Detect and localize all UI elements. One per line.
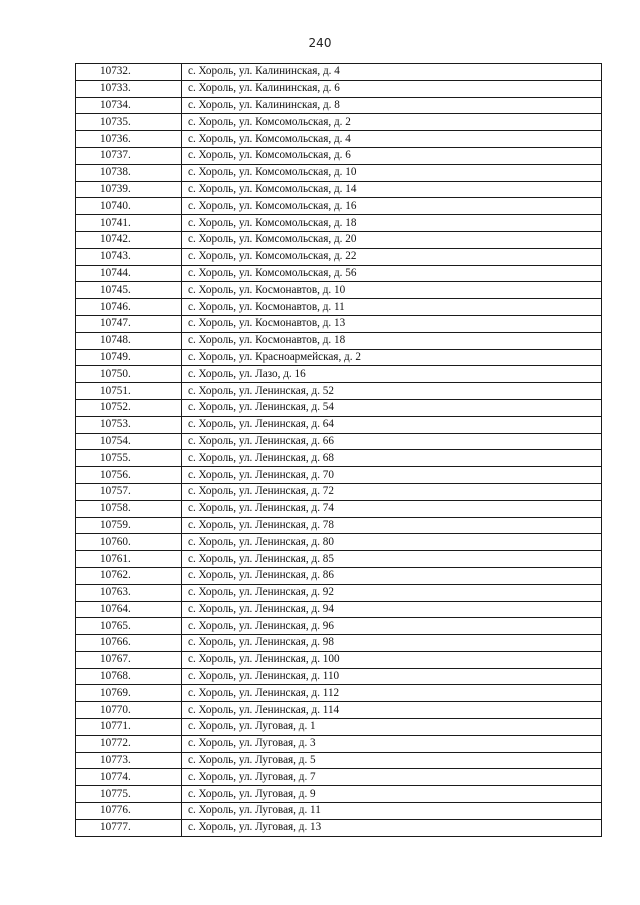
row-number-cell: 10769. bbox=[76, 685, 182, 702]
row-number-cell: 10740. bbox=[76, 198, 182, 215]
row-number-cell: 10771. bbox=[76, 719, 182, 736]
address-cell: с. Хороль, ул. Ленинская, д. 92 bbox=[182, 584, 602, 601]
row-number-cell: 10765. bbox=[76, 618, 182, 635]
table-row bbox=[76, 299, 602, 316]
row-number-cell: 10749. bbox=[76, 349, 182, 366]
row-number-cell: 10751. bbox=[76, 383, 182, 400]
row-number-cell: 10768. bbox=[76, 668, 182, 685]
row-number-cell: 10752. bbox=[76, 399, 182, 416]
address-cell: с. Хороль, ул. Космонавтов, д. 10 bbox=[182, 282, 602, 299]
table-row bbox=[76, 819, 602, 836]
row-number-cell: 10741. bbox=[76, 215, 182, 232]
table-row bbox=[76, 584, 602, 601]
table-row bbox=[76, 450, 602, 467]
table-row bbox=[76, 80, 602, 97]
address-cell: с. Хороль, ул. Ленинская, д. 74 bbox=[182, 500, 602, 517]
row-number-cell: 10738. bbox=[76, 164, 182, 181]
table-row bbox=[76, 215, 602, 232]
address-cell: с. Хороль, ул. Ленинская, д. 54 bbox=[182, 399, 602, 416]
table-row bbox=[76, 500, 602, 517]
address-cell: с. Хороль, ул. Ленинская, д. 72 bbox=[182, 483, 602, 500]
table-row bbox=[76, 147, 602, 164]
address-cell: с. Хороль, ул. Луговая, д. 13 bbox=[182, 819, 602, 836]
row-number-cell: 10770. bbox=[76, 702, 182, 719]
row-number-cell: 10764. bbox=[76, 601, 182, 618]
table-row bbox=[76, 231, 602, 248]
address-cell: с. Хороль, ул. Калининская, д. 4 bbox=[182, 64, 602, 81]
address-cell: с. Хороль, ул. Калининская, д. 8 bbox=[182, 97, 602, 114]
address-cell: с. Хороль, ул. Комсомольская, д. 14 bbox=[182, 181, 602, 198]
table-row bbox=[76, 97, 602, 114]
address-cell: с. Хороль, ул. Ленинская, д. 86 bbox=[182, 567, 602, 584]
address-table-body bbox=[76, 64, 602, 837]
row-number-cell: 10737. bbox=[76, 147, 182, 164]
row-number-cell: 10755. bbox=[76, 450, 182, 467]
table-row bbox=[76, 332, 602, 349]
row-number-cell: 10744. bbox=[76, 265, 182, 282]
row-number-cell: 10748. bbox=[76, 332, 182, 349]
table-row bbox=[76, 534, 602, 551]
address-cell: с. Хороль, ул. Луговая, д. 7 bbox=[182, 769, 602, 786]
address-cell: с. Хороль, ул. Ленинская, д. 114 bbox=[182, 702, 602, 719]
row-number-cell: 10754. bbox=[76, 433, 182, 450]
address-cell: с. Хороль, ул. Космонавтов, д. 13 bbox=[182, 315, 602, 332]
row-number-cell: 10739. bbox=[76, 181, 182, 198]
table-row bbox=[76, 349, 602, 366]
table-row bbox=[76, 769, 602, 786]
row-number-cell: 10753. bbox=[76, 416, 182, 433]
address-cell: с. Хороль, ул. Ленинская, д. 94 bbox=[182, 601, 602, 618]
row-number-cell: 10756. bbox=[76, 467, 182, 484]
table-row bbox=[76, 181, 602, 198]
address-cell: с. Хороль, ул. Ленинская, д. 100 bbox=[182, 651, 602, 668]
row-number-cell: 10735. bbox=[76, 114, 182, 131]
address-cell: с. Хороль, ул. Комсомольская, д. 6 bbox=[182, 147, 602, 164]
table-row bbox=[76, 551, 602, 568]
row-number-cell: 10742. bbox=[76, 231, 182, 248]
table-row bbox=[76, 517, 602, 534]
address-cell: с. Хороль, ул. Луговая, д. 1 bbox=[182, 719, 602, 736]
row-number-cell: 10760. bbox=[76, 534, 182, 551]
address-cell: с. Хороль, ул. Комсомольская, д. 16 bbox=[182, 198, 602, 215]
row-number-cell: 10762. bbox=[76, 567, 182, 584]
row-number-cell: 10767. bbox=[76, 651, 182, 668]
row-number-cell: 10757. bbox=[76, 483, 182, 500]
address-cell: с. Хороль, ул. Комсомольская, д. 4 bbox=[182, 131, 602, 148]
row-number-cell: 10773. bbox=[76, 752, 182, 769]
address-cell: с. Хороль, ул. Ленинская, д. 110 bbox=[182, 668, 602, 685]
row-number-cell: 10746. bbox=[76, 299, 182, 316]
address-cell: с. Хороль, ул. Ленинская, д. 80 bbox=[182, 534, 602, 551]
row-number-cell: 10772. bbox=[76, 735, 182, 752]
row-number-cell: 10745. bbox=[76, 282, 182, 299]
address-cell: с. Хороль, ул. Комсомольская, д. 10 bbox=[182, 164, 602, 181]
row-number-cell: 10733. bbox=[76, 80, 182, 97]
row-number-cell: 10777. bbox=[76, 819, 182, 836]
row-number-cell: 10732. bbox=[76, 64, 182, 81]
table-row bbox=[76, 114, 602, 131]
table-row bbox=[76, 567, 602, 584]
table-row bbox=[76, 433, 602, 450]
address-cell: с. Хороль, ул. Ленинская, д. 70 bbox=[182, 467, 602, 484]
row-number-cell: 10759. bbox=[76, 517, 182, 534]
table-row bbox=[76, 131, 602, 148]
address-cell: с. Хороль, ул. Ленинская, д. 52 bbox=[182, 383, 602, 400]
table-row bbox=[76, 668, 602, 685]
table-row bbox=[76, 651, 602, 668]
table-row bbox=[76, 752, 602, 769]
row-number-cell: 10763. bbox=[76, 584, 182, 601]
table-row bbox=[76, 635, 602, 652]
row-number-cell: 10750. bbox=[76, 366, 182, 383]
table-row bbox=[76, 719, 602, 736]
table-row bbox=[76, 282, 602, 299]
row-number-cell: 10734. bbox=[76, 97, 182, 114]
address-cell: с. Хороль, ул. Луговая, д. 5 bbox=[182, 752, 602, 769]
address-cell: с. Хороль, ул. Ленинская, д. 68 bbox=[182, 450, 602, 467]
address-cell: с. Хороль, ул. Комсомольская, д. 20 bbox=[182, 231, 602, 248]
address-cell: с. Хороль, ул. Луговая, д. 9 bbox=[182, 786, 602, 803]
table-row bbox=[76, 483, 602, 500]
table-row bbox=[76, 383, 602, 400]
table-row bbox=[76, 399, 602, 416]
address-cell: с. Хороль, ул. Лазо, д. 16 bbox=[182, 366, 602, 383]
row-number-cell: 10761. bbox=[76, 551, 182, 568]
row-number-cell: 10776. bbox=[76, 803, 182, 820]
table-row bbox=[76, 786, 602, 803]
row-number-cell: 10775. bbox=[76, 786, 182, 803]
address-cell: с. Хороль, ул. Ленинская, д. 112 bbox=[182, 685, 602, 702]
table-row bbox=[76, 601, 602, 618]
table-row bbox=[76, 248, 602, 265]
table-row bbox=[76, 416, 602, 433]
table-row bbox=[76, 64, 602, 81]
table-row bbox=[76, 735, 602, 752]
address-cell: с. Хороль, ул. Комсомольская, д. 2 bbox=[182, 114, 602, 131]
table-row bbox=[76, 467, 602, 484]
address-cell: с. Хороль, ул. Луговая, д. 3 bbox=[182, 735, 602, 752]
address-cell: с. Хороль, ул. Космонавтов, д. 18 bbox=[182, 332, 602, 349]
address-cell: с. Хороль, ул. Красноармейская, д. 2 bbox=[182, 349, 602, 366]
address-cell: с. Хороль, ул. Ленинская, д. 98 bbox=[182, 635, 602, 652]
address-cell: с. Хороль, ул. Луговая, д. 11 bbox=[182, 803, 602, 820]
table-row bbox=[76, 702, 602, 719]
address-cell: с. Хороль, ул. Ленинская, д. 64 bbox=[182, 416, 602, 433]
table-row bbox=[76, 198, 602, 215]
row-number-cell: 10766. bbox=[76, 635, 182, 652]
row-number-cell: 10758. bbox=[76, 500, 182, 517]
address-cell: с. Хороль, ул. Ленинская, д. 66 bbox=[182, 433, 602, 450]
address-cell: с. Хороль, ул. Космонавтов, д. 11 bbox=[182, 299, 602, 316]
row-number-cell: 10743. bbox=[76, 248, 182, 265]
table-row bbox=[76, 685, 602, 702]
table-row bbox=[76, 164, 602, 181]
table-row bbox=[76, 265, 602, 282]
address-table bbox=[75, 63, 602, 837]
table-row bbox=[76, 315, 602, 332]
table-row bbox=[76, 618, 602, 635]
table-row bbox=[76, 803, 602, 820]
address-cell: с. Хороль, ул. Комсомольская, д. 22 bbox=[182, 248, 602, 265]
row-number-cell: 10747. bbox=[76, 315, 182, 332]
address-cell: с. Хороль, ул. Комсомольская, д. 56 bbox=[182, 265, 602, 282]
address-cell: с. Хороль, ул. Ленинская, д. 85 bbox=[182, 551, 602, 568]
row-number-cell: 10774. bbox=[76, 769, 182, 786]
page-number: 240 bbox=[308, 36, 332, 50]
row-number-cell: 10736. bbox=[76, 131, 182, 148]
address-cell: с. Хороль, ул. Комсомольская, д. 18 bbox=[182, 215, 602, 232]
address-cell: с. Хороль, ул. Калининская, д. 6 bbox=[182, 80, 602, 97]
address-cell: с. Хороль, ул. Ленинская, д. 78 bbox=[182, 517, 602, 534]
table-row bbox=[76, 366, 602, 383]
address-cell: с. Хороль, ул. Ленинская, д. 96 bbox=[182, 618, 602, 635]
